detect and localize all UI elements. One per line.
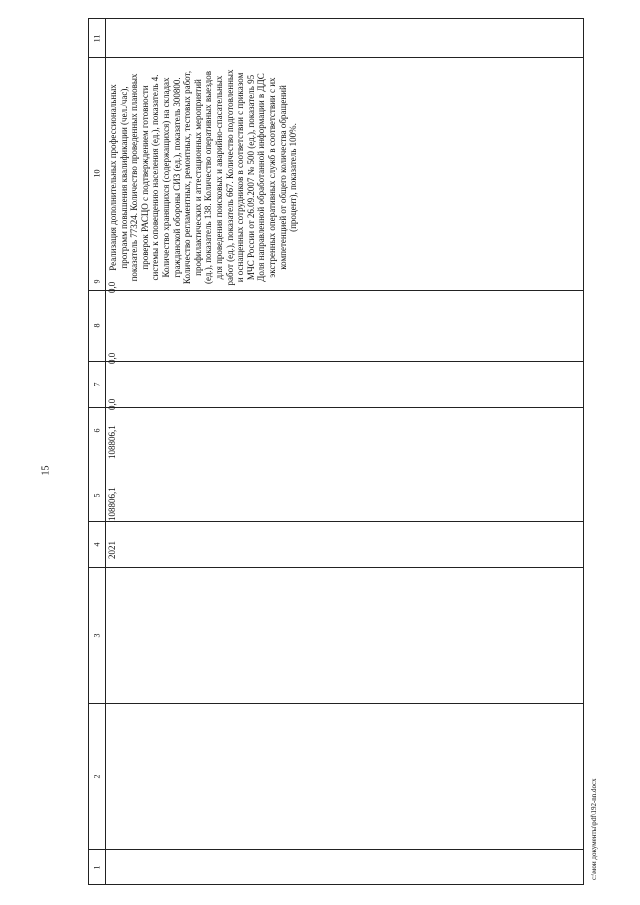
col-boundary [89, 290, 583, 291]
col-number-9: 9 [92, 279, 102, 283]
col-boundary [89, 567, 583, 568]
col-number-7: 7 [92, 382, 102, 386]
col-number-4: 4 [92, 542, 102, 546]
col-number-11: 11 [92, 34, 102, 42]
col-number-2: 2 [92, 774, 102, 778]
col-boundary [89, 521, 583, 522]
col-number-5: 5 [92, 493, 102, 497]
col-boundary [89, 361, 583, 362]
col-boundary [89, 849, 583, 850]
data-table: 11 10 9 8 7 6 5 4 3 2 1 0,0 0,0 0,0 108806,1 108806,1 2021 Реализация дополнительных профессиональных программ повышения квалификации (чел./час), показатель 77324. Количество проведенных плановых проверок РАСЦО с подтверждением готовности системы к оповещению населения (ед.), показатель 4. Количество хранящихся (содержащихся) на складах гражданской обороны СИЗ (ед.), показатель 300800. Количество регламентных, ремонтных, тестовых работ, профилактических и аттестационных мероприятий (ед.), показатель 138. Количество оперативных выездов для проведения поисковых и аварийно-спасательных работ (ед.), показатель 667. Количество подготовленных и оснащенных сотрудников в соответствии с приказом МЧС России от 26.09.2007 № 500 (ед.), показатель 95 Доля направленной обработанной информации в ДДС экстренных оперативных служб в соответствии с их компетенцией от общего количества обращений (процент), показатель 100%. [88, 18, 584, 885]
footer-file-path: c:\мои документы\pdf\192-nn.docx [590, 778, 598, 880]
col-number-1: 1 [92, 865, 102, 870]
col-boundary [89, 407, 583, 408]
col-boundary [89, 703, 583, 704]
col-number-6: 6 [92, 428, 102, 432]
page-number: 15 [40, 465, 52, 476]
col-number-10: 10 [92, 169, 102, 178]
col-number-3: 3 [92, 633, 102, 637]
description-cell [106, 57, 439, 290]
description-text: Реализация дополнительных профессиональных программ повышения квалификации (чел./час), показатель 77324. Количество проведенных плановых проверок РАСЦО с подтверждением готовности системы к оповещению населения (ед.), показатель 4. Количество хранящихся (содержащихся) на складах гражданской обороны СИЗ (ед.), показатель 300800. Количество регламентных, ремонтных, тестовых работ, профилактических и аттестационных мероприятий (ед.), показатель 138. Количество оперативных выездов для проведения поисковых и аварийно-спасательных работ (ед.), показатель 667. Количество подготовленных и оснащенных сотрудников в соответствии с приказом МЧС России от 26.09.2007 № 500 (ед.), показатель 95 Доля направленной обработанной информации в ДДС экстренных оперативных служб в соответствии с их компетенцией от общего количества обращений (процент), показатель 100%. [108, 69, 299, 286]
col-number-8: 8 [92, 323, 102, 328]
